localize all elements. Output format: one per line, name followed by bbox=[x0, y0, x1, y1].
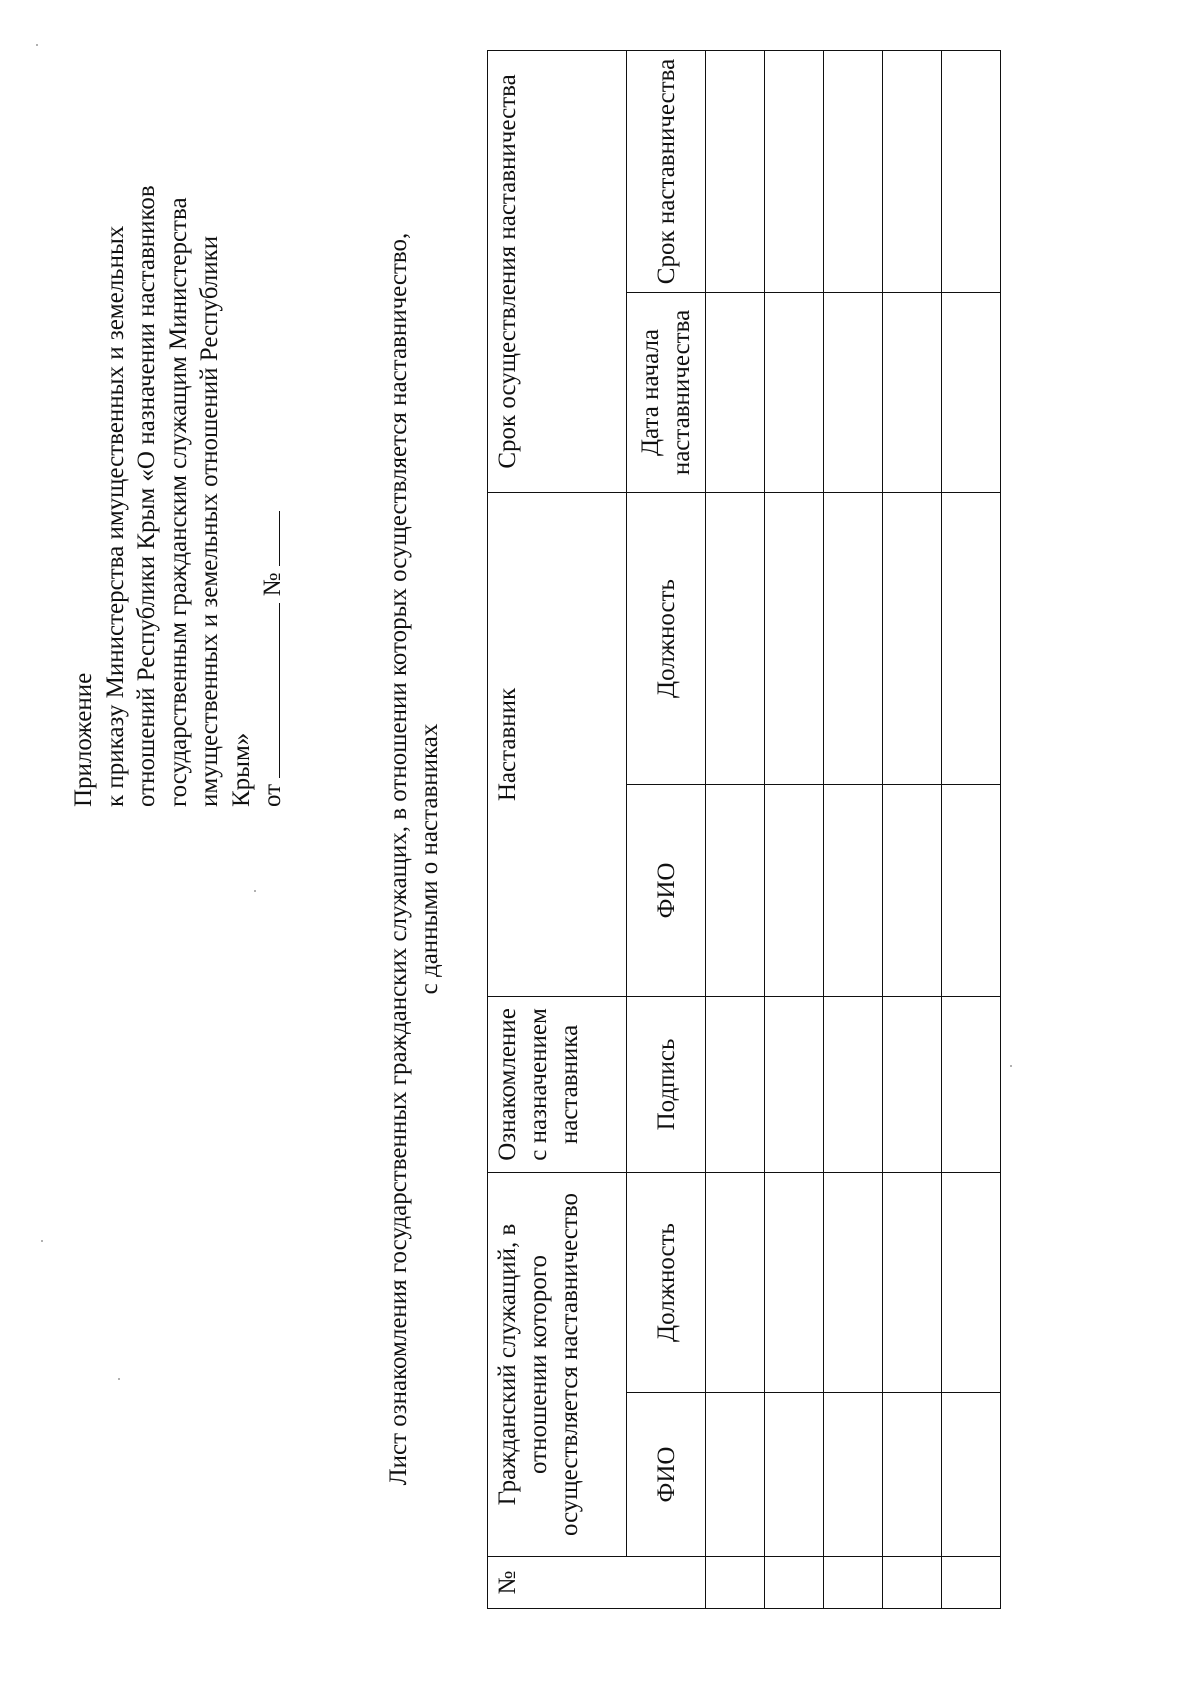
table-cell bbox=[883, 1172, 942, 1392]
appendix-block bbox=[68, 127, 289, 807]
table-cell bbox=[706, 492, 765, 784]
table-cell bbox=[942, 292, 1001, 492]
table-cell bbox=[883, 1557, 942, 1609]
table-row bbox=[706, 50, 765, 1608]
table-cell bbox=[706, 1393, 765, 1557]
table-cell bbox=[883, 1393, 942, 1557]
number-label: № bbox=[259, 572, 286, 597]
appendix-line: Крым» bbox=[227, 732, 255, 807]
sheet-title bbox=[383, 109, 445, 1609]
appendix-line: отношений Республики Крым «О назначении наставников bbox=[133, 185, 160, 807]
order-date-number-line bbox=[257, 127, 289, 807]
table-cell bbox=[942, 784, 1001, 996]
scan-speck bbox=[41, 1240, 43, 1242]
scan-speck bbox=[1010, 1065, 1012, 1067]
table-cell bbox=[883, 50, 942, 292]
table-cell bbox=[765, 784, 824, 996]
subheader-start-date: Дата начала наставничества bbox=[627, 292, 706, 492]
appendix-line: к приказу Министерства имущественных и земельных bbox=[101, 225, 129, 807]
table-cell bbox=[824, 1172, 883, 1392]
appendix-line: Приложение bbox=[70, 672, 97, 807]
header-acknowledgement: Ознакомление с назначением наставника bbox=[488, 996, 627, 1172]
subheader-servant-position: Должность bbox=[627, 1172, 706, 1392]
table-cell bbox=[942, 50, 1001, 292]
table-cell bbox=[706, 784, 765, 996]
table-cell bbox=[765, 1393, 824, 1557]
table-cell bbox=[824, 492, 883, 784]
mentoring-table bbox=[487, 50, 1001, 1609]
table-cell bbox=[765, 996, 824, 1172]
subheader-signature: Подпись bbox=[627, 996, 706, 1172]
subheader-row bbox=[627, 50, 706, 1608]
subheader-servant-fio: ФИО bbox=[627, 1393, 706, 1557]
table-cell bbox=[824, 1557, 883, 1609]
number-blank bbox=[257, 511, 280, 566]
subheader-mentor-position: Должность bbox=[627, 492, 706, 784]
table-cell bbox=[824, 784, 883, 996]
table-cell bbox=[706, 1172, 765, 1392]
table-cell bbox=[942, 492, 1001, 784]
date-blank bbox=[257, 603, 280, 778]
table-cell bbox=[824, 1393, 883, 1557]
title-line-2: с данными о наставниках bbox=[416, 723, 443, 995]
table-cell bbox=[883, 292, 942, 492]
table-cell bbox=[706, 50, 765, 292]
table-cell bbox=[942, 1393, 1001, 1557]
table-cell bbox=[765, 50, 824, 292]
table-row bbox=[765, 50, 824, 1608]
subheader-mentor-fio: ФИО bbox=[627, 784, 706, 996]
header-row bbox=[488, 50, 627, 1608]
table-cell bbox=[706, 292, 765, 492]
table-row bbox=[942, 50, 1001, 1608]
scan-speck bbox=[254, 890, 256, 892]
table-cell bbox=[824, 292, 883, 492]
table-cell bbox=[824, 996, 883, 1172]
table-cell bbox=[706, 996, 765, 1172]
table-cell bbox=[883, 784, 942, 996]
table-cell bbox=[765, 292, 824, 492]
appendix-line: государственным гражданским служащим Министерства bbox=[164, 197, 192, 807]
header-mentor: Наставник bbox=[488, 492, 627, 996]
subheader-term: Срок наставничества bbox=[627, 50, 706, 292]
table-cell bbox=[883, 996, 942, 1172]
table-cell bbox=[942, 996, 1001, 1172]
table-row bbox=[883, 50, 942, 1608]
table-cell bbox=[942, 1172, 1001, 1392]
appendix-line: имущественных и земельных отношений Республики bbox=[196, 235, 223, 807]
header-civil-servant: Гражданский служащий, в отношении которого осуществляется наставничество bbox=[488, 1172, 627, 1556]
table-row bbox=[824, 50, 883, 1608]
table-cell bbox=[942, 1557, 1001, 1609]
title-line-1: Лист ознакомления государственных гражданских служащих, в отношении которых осуществляется наставничество, bbox=[385, 232, 412, 1486]
table-cell bbox=[765, 492, 824, 784]
scan-speck bbox=[118, 1378, 120, 1380]
scan-speck bbox=[36, 44, 38, 46]
from-label: от bbox=[259, 783, 286, 807]
header-number: № bbox=[488, 1557, 706, 1609]
header-period: Срок осуществления наставничества bbox=[488, 50, 627, 492]
table-cell bbox=[824, 50, 883, 292]
table-cell bbox=[706, 1557, 765, 1609]
table-cell bbox=[765, 1557, 824, 1609]
table-cell bbox=[883, 492, 942, 784]
table-cell bbox=[765, 1172, 824, 1392]
